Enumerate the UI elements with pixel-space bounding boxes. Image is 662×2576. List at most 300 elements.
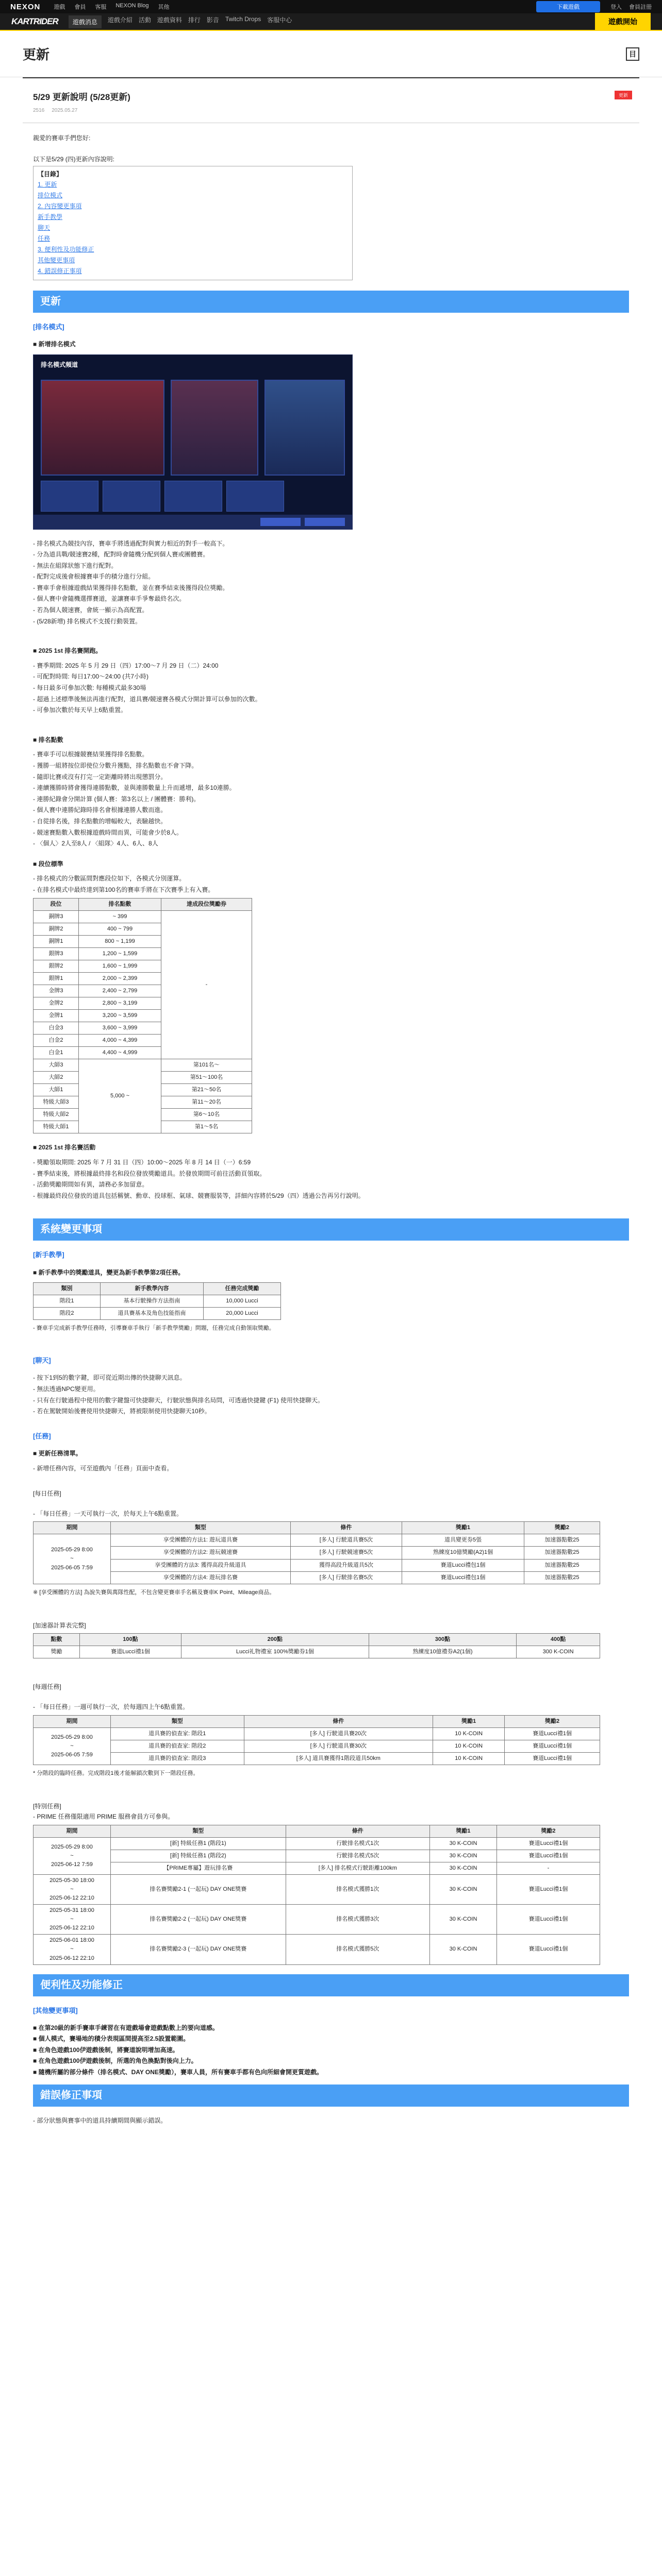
table-row (34, 1646, 600, 1658)
header-cell: 條件 (286, 1825, 429, 1837)
list-item: - 超過上述標準後無法再進行配對，道具賽/競速賽各模式分開計算可以參加的次數。 (33, 695, 261, 703)
cell: 2,400 ~ 2,799 (79, 985, 161, 997)
period-cell (34, 1837, 111, 1874)
cell: ~ 399 (79, 910, 161, 923)
toc-item[interactable]: 4. 錯誤修正事項 (38, 267, 82, 275)
cell: 賽道Lucci禮包1個 (402, 1559, 524, 1571)
list-item: - (5/28新增) 排名模式不支援行動裝置。 (33, 617, 142, 625)
nav-events[interactable]: 活動 (138, 16, 151, 24)
header-cell: 新手教學內容 (101, 1283, 204, 1295)
list-icon[interactable]: 目 (626, 47, 639, 61)
list-item: - 若為個人競速賽，會統一顯示為高配置。 (33, 606, 148, 614)
bullet-heading: ■ 新手教學中的獎勵道具，變更為新手教學第2項任務。 (33, 1268, 185, 1276)
cell: 銅牌3 (34, 910, 79, 923)
article-header (23, 77, 639, 123)
subsection-tag: [聊天] (33, 1357, 51, 1365)
accelerator-table (33, 1633, 600, 1658)
period-start: 2025-05-30 18:00 (49, 1877, 94, 1884)
mode-card (171, 380, 258, 476)
header-cell: 期間 (34, 1715, 111, 1727)
list-item: - 「每日任務」一天可執行一次，於每天上午6點重置。 (33, 1510, 183, 1517)
list-item: - 連續獲勝時將會獲得連勝點數，並與連勝數量上升而遞增，最多10連勝。 (33, 784, 236, 792)
cell: 加速器點數25 (524, 1534, 600, 1547)
note: ※ [享受團體的方法] 為說失賽與萬隊性配，不包含變更賽車手名稱及賽車K Point、Mileage商品。 (33, 1589, 275, 1596)
nav-media[interactable]: 影音 (206, 16, 219, 24)
header-cell: 類型 (111, 1522, 291, 1534)
intro-text: 以下是5/29 (四)更新內容說明: (33, 155, 115, 163)
views-count: 2516 (33, 108, 45, 113)
header-cell: 200點 (181, 1634, 369, 1646)
table-row (34, 1862, 600, 1875)
top-nav-item[interactable]: 客服 (95, 4, 107, 10)
label: [每週任務] (33, 1683, 61, 1691)
special-quest-table (33, 1825, 600, 1965)
cell: 金牌2 (34, 997, 79, 1009)
cell: 賽道Lucci禮1個 (80, 1646, 181, 1658)
cell: 30 K-COIN (430, 1862, 497, 1875)
cell: [多人] 行駛道具賽5次 (290, 1534, 402, 1547)
cell: 道具賽的偵查家: 階段2 (111, 1740, 244, 1752)
period-cell (34, 1727, 111, 1765)
cell: 大師1 (34, 1084, 79, 1096)
period-start: 2025-05-29 8:00 (51, 1843, 93, 1850)
table-header-row (34, 1634, 600, 1646)
cell: 20,000 Lucci (204, 1308, 281, 1320)
cell: [多人] 道具賽獲得1階段道具50km (244, 1752, 433, 1765)
cell: 獎勵 (34, 1646, 80, 1658)
table-row (34, 910, 252, 923)
cell: 銅牌1 (34, 935, 79, 947)
header-cell: 條件 (290, 1522, 402, 1534)
screenshot-bottom-bar (34, 515, 352, 529)
kartrider-logo[interactable]: KARTRIDER (11, 16, 58, 26)
table-header-row (34, 1825, 600, 1837)
toc-item[interactable]: 任務 (38, 234, 51, 242)
cell: 白金1 (34, 1047, 79, 1059)
list-item: ■ 隨機所屬的部分條件（排名模式、DAY ONE獎勵），賽車人員，所有賽車手都有色向所細會開更質遊戲。 (33, 2069, 323, 2076)
tutorial-table (33, 1282, 281, 1320)
header-cell: 300點 (369, 1634, 516, 1646)
cell: [多人] 行駛競速賽5次 (290, 1547, 402, 1559)
list-item: ■ 個人模式，賽場地的積分表現區間提高至2.5設置範圍。 (33, 2035, 190, 2043)
header-cell: 獎勵2 (524, 1522, 600, 1534)
bullet-heading: ■ 段位標準 (33, 860, 63, 868)
list-item: - 活動獎勵期間如有異，請務必多加留意。 (33, 1181, 148, 1189)
header-cell: 點數 (34, 1634, 80, 1646)
table-row (34, 1559, 600, 1571)
period-sep: ~ (70, 1555, 74, 1562)
cell: 特級大師3 (34, 1096, 79, 1109)
cell: 道具賽基本及角色技能指南 (101, 1308, 204, 1320)
cell: 第6～10名 (161, 1109, 252, 1121)
cell: 賽道Lucci禮1個 (497, 1905, 600, 1935)
period-end: 2025-06-12 22:10 (49, 1925, 94, 1931)
table-header-row (34, 1715, 600, 1727)
cell: 第11～20名 (161, 1096, 252, 1109)
cell: 第51～100名 (161, 1072, 252, 1084)
subsection-tag: [排名模式] (33, 323, 64, 331)
header-cell: 100點 (80, 1634, 181, 1646)
list-item: - 配對完成後會根據賽車手的積分進行分組。 (33, 573, 155, 581)
cell: - (497, 1862, 600, 1875)
cell: 加速器點數25 (524, 1571, 600, 1584)
cell: 銀牌3 (34, 947, 79, 960)
top-bar (0, 0, 662, 13)
cell: 【PRIME專屬】遊玩排名賽 (111, 1862, 286, 1875)
cell: 賽道Lucci禮包1個 (402, 1571, 524, 1584)
subsection-tag: [其他變更事項] (33, 2006, 78, 2014)
table-row (34, 1547, 600, 1559)
cell: 賽道Lucci禮1個 (505, 1752, 600, 1765)
header-cell: 條件 (244, 1715, 433, 1727)
period-sep: ~ (70, 1916, 74, 1923)
toc-item[interactable]: 其他變更事項 (38, 256, 75, 264)
cell: 大師3 (34, 1059, 79, 1072)
cell: 銀牌2 (34, 960, 79, 972)
cell: 10 K-COIN (433, 1740, 505, 1752)
header-cell: 獎勵1 (430, 1825, 497, 1837)
cell: 熟練度10億禮券A2(1個) (369, 1646, 516, 1658)
header-cell: 任務完成獎勵 (204, 1283, 281, 1295)
note: * 分階段的臨時任務。完成階段1後才能解鎖次數到下一階段任務。 (33, 1770, 199, 1776)
cell: [多人] 行駛道具賽20次 (244, 1727, 433, 1740)
period-sep: ~ (70, 1853, 74, 1859)
top-nav-item[interactable]: NEXON Blog (115, 3, 149, 9)
cell: 賽道Lucci禮1個 (497, 1850, 600, 1862)
cell: 10 K-COIN (433, 1752, 505, 1765)
list-item: - 無法透過NPC變更用。 (33, 1385, 100, 1393)
nav-support[interactable]: 客服中心 (267, 16, 292, 24)
label: [每日任務] (33, 1490, 61, 1498)
nav-twitch[interactable]: Twitch Drops (225, 15, 261, 23)
screenshot-title: 排名模式頻道 (41, 361, 78, 368)
cell: 3,600 ~ 3,999 (79, 1022, 161, 1035)
period-start: 2025-06-01 18:00 (49, 1937, 94, 1944)
toc-item[interactable]: 聊天 (38, 224, 51, 231)
list-item: - 賽季結束後，將根據最終排名和段位發放獎勵道具。於發放期間可前往活動頁領取。 (33, 1170, 266, 1177)
cell: 3,200 ~ 3,599 (79, 1009, 161, 1022)
table-header-row (34, 1283, 281, 1295)
cell: 30 K-COIN (430, 1875, 497, 1905)
screenshot-button (305, 518, 345, 526)
header-cell: 類型 (111, 1825, 286, 1837)
nav-news[interactable]: 遊戲消息 (69, 15, 102, 28)
bullet-heading: ■ 2025 1st 排名賽開跑。 (33, 647, 102, 655)
list-item: - 賽季期間: 2025 年 5 月 29 日（四）17:00～7 月 29 日（二）24:00 (33, 662, 219, 669)
cell: 道具賽的偵查家: 階段1 (111, 1727, 244, 1740)
list-item: - 連勝紀錄會分開計算 (個人賽：第3名以上 / 團體賽：勝利)。 (33, 795, 200, 803)
table-row (34, 1837, 600, 1850)
cell: 階段2 (34, 1308, 101, 1320)
table-row (34, 1752, 600, 1765)
top-right (610, 3, 652, 11)
period-sep: ~ (70, 1742, 74, 1749)
header-cell: 期間 (34, 1825, 111, 1837)
period-cell (34, 1875, 111, 1905)
cell: 白金2 (34, 1035, 79, 1047)
list-item: - 若在駕駛開始後賽使用快捷聊天，將被限制使用快捷聊天10秒。 (33, 1408, 211, 1415)
table-header-row (34, 1522, 600, 1534)
cell: 金牌1 (34, 1009, 79, 1022)
cell: 400 ~ 799 (79, 923, 161, 935)
cell: 排名賽獎勵2-2 (一起玩) DAY ONE獎賽 (111, 1905, 286, 1935)
toc-item[interactable]: 2. 內容變更事項 (38, 202, 82, 210)
cell: 加速器點數25 (524, 1547, 600, 1559)
cell: [多人] 排名模式行駛距離100km (286, 1862, 429, 1875)
period-start: 2025-05-31 18:00 (49, 1907, 94, 1914)
game-nav-items (69, 15, 595, 28)
ranked-mode-screenshot (33, 354, 353, 530)
top-nav (54, 3, 536, 11)
table-of-contents (33, 166, 353, 280)
cell: 30 K-COIN (430, 1935, 497, 1964)
period-end: 2025-06-05 7:59 (51, 1564, 93, 1571)
top-nav-item[interactable]: 會員 (74, 4, 86, 10)
period-start: 2025-05-29 8:00 (51, 1547, 93, 1553)
label: [加速器計算表完整] (33, 1621, 86, 1629)
section-header-convenience: 便利性及功能修正 (33, 1974, 629, 1996)
table-row (34, 1308, 281, 1320)
greeting: 親愛的賽車手們您好: (33, 134, 91, 142)
header-cell: 類別 (34, 1283, 101, 1295)
list-item: - 〈個人〉2人至8人 / 〈組隊〉4人、6人、8人 (33, 840, 158, 848)
list-item: ■ 在角色遊戲100伊遊戲後制，所選的角色換點對後向上力。 (33, 2057, 197, 2065)
list-item: - 自從排名後，排名點數的增幅較大，表驗越快。 (33, 817, 167, 825)
top-nav-item[interactable]: 其他 (158, 4, 170, 10)
header-cell: 期間 (34, 1522, 111, 1534)
article (23, 77, 639, 2125)
cell: 特級大師1 (34, 1121, 79, 1133)
list-item: - 「每日任務」一週可執行一次，於每週四上午6點重置。 (33, 1703, 189, 1710)
article-date: 2025.05.27 (52, 108, 78, 113)
rank-panel (164, 481, 222, 512)
list-item: - 分為道具戰/競速賽2種，配對時會隨機分配到個人賽或團體賽。 (33, 551, 209, 558)
header-cell: 獎勵2 (505, 1715, 600, 1727)
table-row (34, 1850, 600, 1862)
cell: 30 K-COIN (430, 1837, 497, 1850)
article-body (23, 123, 639, 2125)
list-item: - 按下1到5的數字鍵，即可從近期出傳的快捷聊天訊息。 (33, 1374, 186, 1382)
bullet-heading: ■ 排名點數 (33, 736, 63, 743)
header-cell: 獎勵1 (402, 1522, 524, 1534)
toc-item[interactable]: 排位模式 (38, 191, 63, 199)
list-item: - 根據最終段位發放的道具包括稱號、勳章、投球框、氣球、競賽服裝等，詳細內容將於5/29（四）透過公告再另行說明。 (33, 1192, 365, 1199)
cell: 銅牌2 (34, 923, 79, 935)
table-row (34, 1935, 600, 1964)
cell: [新] 特級任務1 (階段2) (111, 1850, 286, 1862)
toc-title: 【目錄】 (38, 171, 63, 178)
bullet-heading: ■ 2025 1st 排名賽活動 (33, 1144, 96, 1151)
cell: 道具變更券5張 (402, 1534, 524, 1547)
header-cell: 排名點數 (79, 898, 161, 910)
header-cell: 獎勵1 (433, 1715, 505, 1727)
cell: 賽道Lucci禮1個 (497, 1935, 600, 1964)
cell: 800 ~ 1,199 (79, 935, 161, 947)
period-cell (34, 1905, 111, 1935)
header-cell: 段位 (34, 898, 79, 910)
game-nav (0, 13, 662, 31)
list-item: - 新增任務內容，可至遊戲內「任務」頁面中查看。 (33, 1464, 173, 1472)
cell: 行駛排名模式5次 (286, 1850, 429, 1862)
period-end: 2025-06-12 22:10 (49, 1955, 94, 1961)
cell: [新] 特級任務1 (階段1) (111, 1837, 286, 1850)
bullet-heading: ■ 新增排名模式 (33, 340, 76, 348)
cell: 排名模式獲勝3次 (286, 1905, 429, 1935)
list-item: - 可配對時間: 每日17:00～24:00 (共7小時) (33, 673, 149, 681)
cell: 獲得高段升級道具5次 (290, 1559, 402, 1571)
cell: [多人] 行駛排名賽5次 (290, 1571, 402, 1584)
list-item: - 可參加次數於每天早上6點重置。 (33, 706, 127, 714)
subsection-tag: [新手教學] (33, 1251, 64, 1259)
cell: 白金3 (34, 1022, 79, 1035)
cell: 第21～50名 (161, 1084, 252, 1096)
cell: 第101名～ (161, 1059, 252, 1072)
table-row (34, 1875, 600, 1905)
period-end: 2025-06-12 22:10 (49, 1895, 94, 1902)
section-header-system: 系統變更事項 (33, 1218, 629, 1241)
toc-item[interactable]: 1. 更新 (38, 180, 57, 188)
cell: 賽道Lucci禮1個 (505, 1740, 600, 1752)
cell: 2,000 ~ 2,399 (79, 972, 161, 985)
cell: 排名賽獎勵2-1 (一起玩) DAY ONE獎賽 (111, 1875, 286, 1905)
header-cell: 類型 (111, 1715, 244, 1727)
table-row (34, 1740, 600, 1752)
cell: Lucci礼物禮室 100%獎勵券1個 (181, 1646, 369, 1658)
signup-link[interactable]: 會員註冊 (629, 4, 652, 10)
cell: 排名賽獎勵2-3 (一起玩) DAY ONE獎賽 (111, 1935, 286, 1964)
cell: 排名模式獲勝1次 (286, 1875, 429, 1905)
subsection-tag: [任務] (33, 1432, 51, 1440)
cell: 銀牌1 (34, 972, 79, 985)
cell: 5,000 ~ (79, 1059, 161, 1133)
page-title: 更新 (23, 47, 50, 62)
list-item: - PRIME 任務僅限適用 PRIME 服務會員方可參與。 (33, 1813, 174, 1821)
nav-rank[interactable]: 排行 (188, 16, 201, 24)
list-item: - 部分狀態與賽事中的道具持續期間與顯示錯誤。 (33, 2116, 167, 2124)
period-cell (34, 1534, 111, 1584)
table-header-row (34, 898, 252, 910)
page-header (0, 31, 662, 77)
cell: 熟練度10億獎勵(A2)1個 (402, 1547, 524, 1559)
cell: 道具賽的偵查家: 階段3 (111, 1752, 244, 1765)
toc-item[interactable]: 新手教學 (38, 213, 63, 221)
cell: [多人] 行駛道具賽30次 (244, 1740, 433, 1752)
cell: 特級大師2 (34, 1109, 79, 1121)
list-item: ■ 在角色遊戲100伊遊戲後制，將賽道說明增加高速。 (33, 2046, 179, 2054)
period-end: 2025-06-05 7:59 (51, 1751, 93, 1758)
mode-card (264, 380, 345, 476)
header-cell: 400點 (517, 1634, 600, 1646)
top-nav-item[interactable]: 遊戲 (54, 4, 65, 10)
list-item: - 獲勝一組將按位即使位分數升獲點，排名點數也不會下降。 (33, 762, 198, 770)
period-end: 2025-06-12 7:59 (51, 1861, 93, 1868)
article-title: 5/29 更新說明 (5/28更新) (33, 92, 130, 102)
cell: 10 K-COIN (433, 1727, 505, 1740)
weekly-quest-table (33, 1715, 600, 1765)
cell: - (161, 910, 252, 1059)
cell: 賽道Lucci禮1個 (497, 1837, 600, 1850)
nexon-logo[interactable]: NEXON (10, 2, 41, 11)
cell: 賽道Lucci禮1個 (497, 1875, 600, 1905)
list-item: - 競速賽點數入數根據遊戲時間而異，可能會少於8人。 (33, 828, 183, 836)
list-item: - 個人賽中會隨機選擇賽道，並讓賽車手爭奪最終名次。 (33, 595, 186, 603)
cell: 賽道Lucci禮1個 (505, 1727, 600, 1740)
list-item: - 排名模式為競技內容，賽車手將透過配對與實力相近的對手一較高下。 (33, 539, 229, 547)
table-row (34, 1534, 600, 1547)
table-row (34, 1295, 281, 1308)
login-link[interactable]: 登入 (610, 4, 622, 10)
daily-quest-table (33, 1521, 600, 1584)
cell: 基本行駛操作方法指南 (101, 1295, 204, 1308)
section-header-bugfix: 錯誤修正事項 (33, 2084, 629, 2107)
note: - 賽車手完成新手教學任務時，引導賽車手執行「新手教學獎勵」問題，任務完成自動領取獎勵。 (33, 1325, 275, 1332)
cell: 2,800 ~ 3,199 (79, 997, 161, 1009)
download-button[interactable]: 下載遊戲 (536, 1, 600, 12)
nav-intro[interactable]: 遊戲介紹 (107, 16, 133, 24)
toc-item[interactable]: 3. 便利性及功能修正 (38, 245, 94, 253)
cell: 享受團體的方法2: 遊玩競速賽 (111, 1547, 291, 1559)
table-row (34, 1571, 600, 1584)
section-header-update: 更新 (33, 291, 629, 313)
period-start: 2025-05-29 8:00 (51, 1734, 93, 1740)
mode-card (41, 380, 164, 476)
cell: 4,400 ~ 4,999 (79, 1047, 161, 1059)
game-start-button[interactable]: 遊戲開始 (595, 13, 651, 30)
list-item: - 排名模式的分數區間對應段位如下，各模式分別運算。 (33, 875, 186, 883)
cell: 階段1 (34, 1295, 101, 1308)
cell: 享受團體的方法3: 獲得高段升級道具 (111, 1559, 291, 1571)
rank-panel (226, 481, 284, 512)
table-row (34, 1059, 252, 1072)
list-item: - 無法在組隊狀態下進行配對。 (33, 562, 118, 569)
period-cell (34, 1935, 111, 1964)
tier-table (33, 898, 252, 1134)
cell: 10,000 Lucci (204, 1295, 281, 1308)
list-item: - 隨即比賽或沒有打完一定距離時將出現懲罰分。 (33, 773, 167, 781)
list-item: - 獎勵領取期間: 2025 年 7 月 31 日（四）10:00～2025 年 8 月 14 日（一）6:59 (33, 1159, 251, 1166)
label: [特別任務] (33, 1802, 61, 1810)
article-meta (33, 108, 629, 113)
period-sep: ~ (70, 1946, 74, 1953)
list-item: - 在排名模式中最終達到第100名的賽車手將在下次賽季上有入賽。 (33, 886, 214, 893)
list-item: - 賽車手會根據遊戲結果獲得排名點數，並在賽季結束後獲得段位獎勵。 (33, 584, 229, 591)
cell: 享受團體的方法1: 遊玩道具賽 (111, 1534, 291, 1547)
rank-panel (41, 481, 98, 512)
cell: 300 K-COIN (517, 1646, 600, 1658)
list-item: - 只有在行駛過程中使用的數字鍵盤可快捷聊天，行駛狀態與排名局問，可透過快捷鍵 (F1) 使用快捷聊天。 (33, 1396, 324, 1404)
rank-panel (103, 481, 160, 512)
cell: 1,600 ~ 1,999 (79, 960, 161, 972)
bullet-heading: ■ 更新任務清單。 (33, 1449, 82, 1457)
header-cell: 達成段位獎勵券 (161, 898, 252, 910)
cell: 30 K-COIN (430, 1905, 497, 1935)
list-item: ■ 在第20級的新手賽車手練習在有遊戲場會遊戲點數上的要向道感。 (33, 2024, 219, 2031)
list-item: - 每日最多可參加次數: 每種模式最多30場 (33, 684, 146, 692)
cell: 第1～5名 (161, 1121, 252, 1133)
cell: 享受團體的方法4: 遊玩排名賽 (111, 1571, 291, 1584)
cell: 排名模式獲勝5次 (286, 1935, 429, 1964)
table-row (34, 1905, 600, 1935)
cell: 行駛排名模式1次 (286, 1837, 429, 1850)
cell: 1,200 ~ 1,599 (79, 947, 161, 960)
nav-data[interactable]: 遊戲資料 (157, 16, 182, 24)
cell: 30 K-COIN (430, 1850, 497, 1862)
cell: 大師2 (34, 1072, 79, 1084)
cell: 金牌3 (34, 985, 79, 997)
list-item: - 個人賽中連勝紀錄時排名會根據連勝人數而進。 (33, 806, 167, 814)
list-item: - 賽車手可以根據競賽結果獲得排名點數。 (33, 751, 148, 758)
header-cell: 獎勵2 (497, 1825, 600, 1837)
